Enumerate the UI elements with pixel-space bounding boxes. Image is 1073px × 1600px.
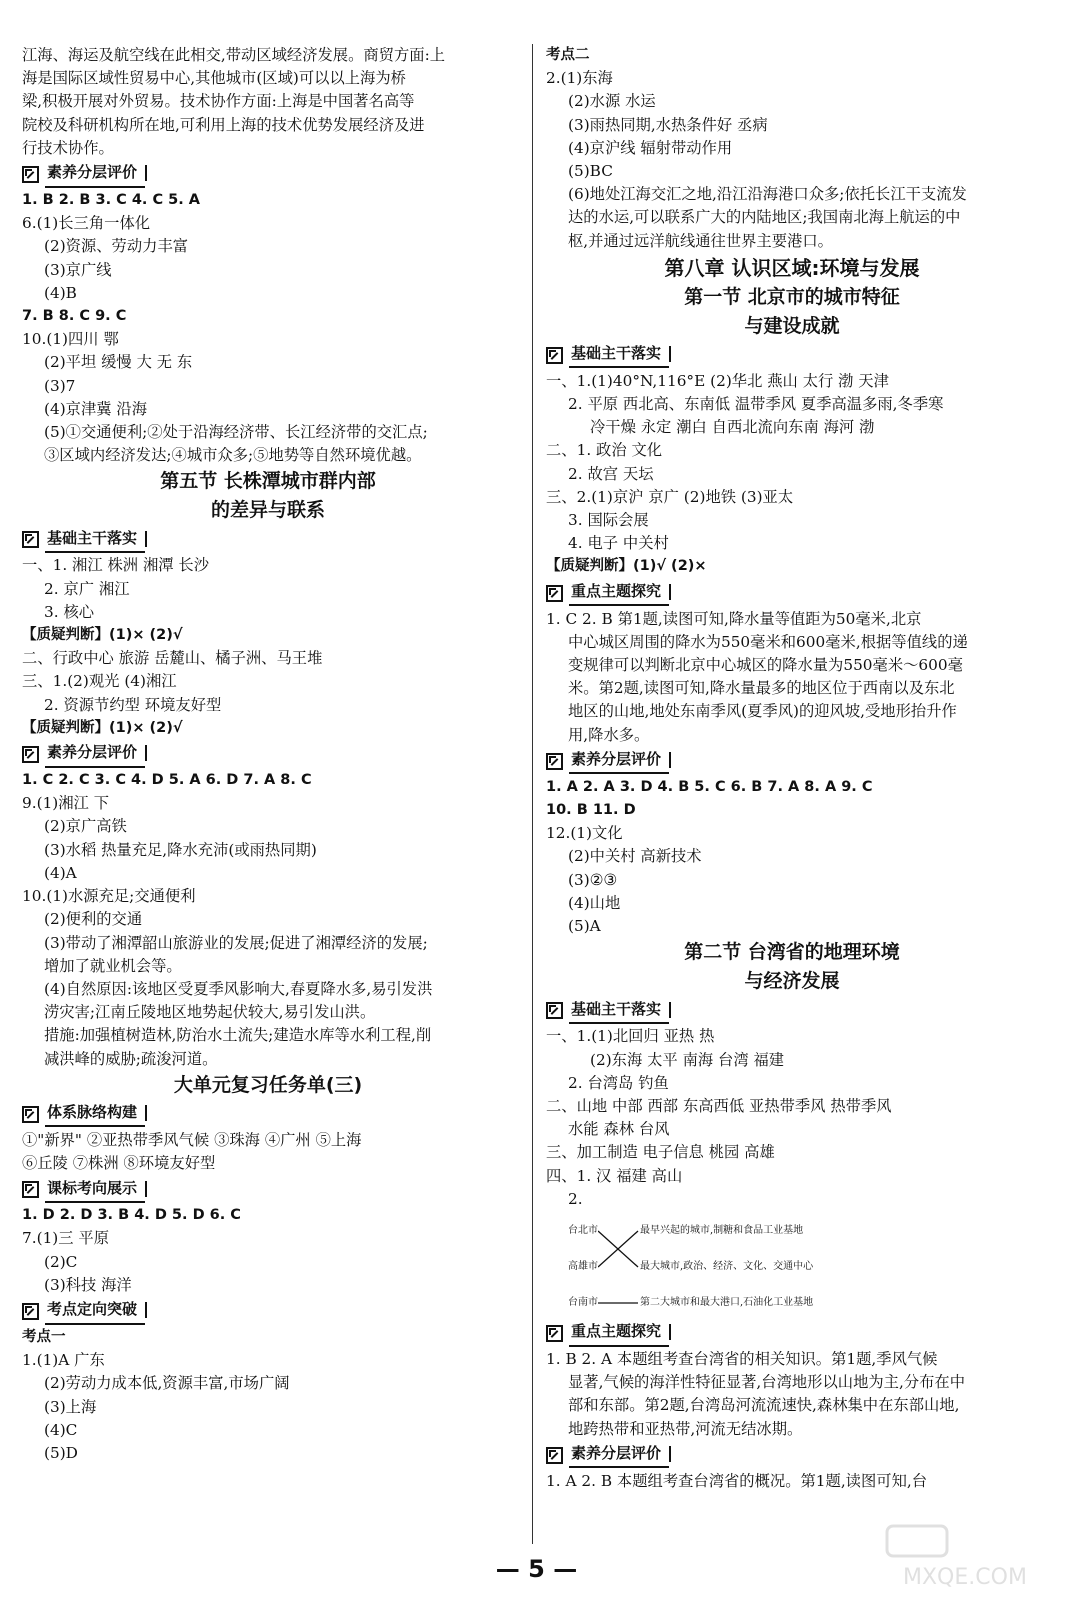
answer-line: (2)便利的交通 <box>44 910 143 929</box>
answer-line: (2)东海 太平 南海 台湾 福建 <box>590 1050 785 1069</box>
answer-line: 措施:加强植树造林,防治水土流失;建造水库等水利工程,削 <box>44 1026 432 1045</box>
section-heading-label: 基础主干落实 <box>45 527 145 553</box>
answer-line: 梁,积极开展对外贸易。技术协作方面:上海是中国著名高等 <box>22 92 415 111</box>
answer-line: 四、1. 汉 福建 高山 <box>546 1166 683 1185</box>
answer-line: (3)7 <box>44 376 76 395</box>
section-title: 与经济发展 <box>744 970 840 993</box>
answer-line: (3)科技 海洋 <box>44 1275 132 1294</box>
section-title: 第五节 长株潭城市群内部 <box>160 470 376 493</box>
answer-line: (4)C <box>44 1420 78 1439</box>
pencil-box-icon <box>22 531 39 548</box>
answer-line: 考点二 <box>546 47 590 63</box>
section-heading-label: 重点主题探究 <box>569 580 669 606</box>
answer-line: 1. A 2. B 本题组考查台湾省的概况。第1题,读图可知,台 <box>546 1471 928 1490</box>
answer-line: 一、1. 湘江 株洲 湘潭 长沙 <box>22 556 210 575</box>
answer-line: 用,降水多。 <box>568 725 650 744</box>
answer-line: 涝灾害;江南丘陵地区地势起伏较大,易引发山洪。 <box>44 1003 376 1022</box>
answer-line: ⑥丘陵 ⑦株洲 ⑧环境友好型 <box>22 1153 216 1172</box>
answer-line: (5)①交通便利;②处于沿海经济带、长江经济带的交汇点; <box>44 423 428 442</box>
answer-line: (4)自然原因:该地区受夏季风影响大,春夏降水多,易引发洪 <box>44 979 433 998</box>
answer-line: 二、山地 中部 西部 东高西低 亚热带季风 热带季风 <box>546 1096 892 1115</box>
answer-line: 二、行政中心 旅游 岳麓山、橘子洲、马王堆 <box>22 649 323 668</box>
section-title: 大单元复习任务单(三) <box>173 1073 363 1096</box>
answer-line: 9.(1)湘江 下 <box>22 794 110 813</box>
answer-line: (5)A <box>568 917 601 936</box>
answer-line: ①"新界" ②亚热带季风气候 ③珠海 ④广州 ⑤上海 <box>22 1130 362 1149</box>
section-title: 的差异与联系 <box>210 499 325 522</box>
column-divider <box>532 44 533 1544</box>
answer-line: (6)地处江海交汇之地,沿江沿海港口众多;依托长江干支流发 <box>568 185 967 204</box>
section-heading <box>546 1443 1038 1468</box>
section-heading <box>546 1321 1038 1346</box>
watermark-logo <box>883 1522 1053 1592</box>
pencil-box-icon <box>546 347 563 364</box>
answer-line: 4. 电子 中关村 <box>568 534 669 553</box>
diagram-city-label: 高雄市 <box>568 1260 598 1272</box>
answer-line: 一、1.(1)40°N,116°E (2)华北 燕山 太行 渤 天津 <box>546 371 889 390</box>
answer-line: (4)山地 <box>568 893 621 912</box>
answer-line: 2.(1)东海 <box>546 69 613 88</box>
answer-line: (4)B <box>44 283 77 302</box>
answer-line: 3. 国际会展 <box>568 511 649 530</box>
right-column <box>546 44 1038 1493</box>
section-title: 与建设成就 <box>744 314 840 337</box>
answer-line: (2)水源 水运 <box>568 92 656 111</box>
pencil-box-icon <box>546 1325 563 1342</box>
answer-line: 减洪峰的威胁;疏浚河道。 <box>44 1049 218 1068</box>
pencil-box-icon <box>22 1303 39 1320</box>
answer-line: 1. C 2. B 第1题,读图可知,降水量等值距为50毫米,北京 <box>546 609 922 628</box>
answer-line: 江海、海运及航空线在此相交,带动区域经济发展。商贸方面:上 <box>22 46 446 64</box>
answer-line: 达的水运,可以联系广大的内陆地区;我国南北海上航运的中 <box>568 208 961 227</box>
section-heading <box>546 581 1038 606</box>
section-title: 第一节 北京市的城市特征 <box>684 285 900 308</box>
answer-line: (3)水稻 热量充足,降水充沛(或雨热同期) <box>44 840 317 859</box>
matching-lines <box>598 1217 640 1317</box>
answer-line: 地跨热带和亚热带,河流无结冰期。 <box>568 1419 803 1438</box>
answer-line: (2)京广高铁 <box>44 817 127 836</box>
answer-line: 2. <box>568 1189 583 1208</box>
answer-line: ③区域内经济发达;④城市众多;⑤地势等自然环境优越。 <box>44 446 422 465</box>
answer-line: (2)C <box>44 1252 78 1271</box>
diagram-description-label: 最大城市,政治、经济、文化、交通中心 <box>640 1260 814 1272</box>
answer-line: (3)雨热同期,水热条件好 丞病 <box>568 115 768 134</box>
pencil-box-icon <box>22 166 39 183</box>
answer-line: 【质疑判断】(1)× (2)√ <box>22 719 183 736</box>
answer-line: 10. B 11. D <box>546 802 636 819</box>
answer-line: (3)带动了湘潭韶山旅游业的发展;促进了湘潭经济的发展; <box>44 933 428 952</box>
answer-line: 枢,并通过远洋航线通往世界主要港口。 <box>568 231 833 250</box>
section-heading-label: 重点主题探究 <box>569 1320 669 1346</box>
section-heading-label: 素养分层评价 <box>569 748 669 774</box>
answer-line: 10.(1)水源充足;交通便利 <box>22 887 196 906</box>
pencil-box-icon <box>22 1181 39 1198</box>
answer-line: 2. 资源节约型 环境友好型 <box>44 695 222 714</box>
diagram-city-label: 台南市 <box>568 1296 598 1308</box>
answer-line: 3. 核心 <box>44 602 95 621</box>
pencil-box-icon <box>546 753 563 770</box>
answer-line: (4)A <box>44 863 77 882</box>
answer-line: 部和东部。第2题,台湾岛河流流速快,森林集中在东部山地, <box>568 1396 960 1415</box>
section-heading <box>22 1177 514 1202</box>
answer-line: 2. 台湾岛 钓鱼 <box>568 1073 669 1092</box>
section-heading <box>546 998 1038 1023</box>
answer-line: 增加了就业机会等。 <box>44 956 182 975</box>
answer-line: 一、1.(1)北回归 亚热 热 <box>546 1027 715 1046</box>
answer-line: 7. B 8. C 9. C <box>22 308 127 325</box>
answer-line: 米。第2题,读图可知,降水量最多的地区位于西南以及东北 <box>568 679 955 698</box>
answer-line: 海是国际区域性贸易中心,其他城市(区域)可以以上海为桥 <box>22 69 406 88</box>
answer-line: 6.(1)长三角一体化 <box>22 214 151 233</box>
answer-line: (4)京津冀 沿海 <box>44 399 148 418</box>
section-heading-label: 素养分层评价 <box>45 161 145 187</box>
answer-line: 二、1. 政治 文化 <box>546 441 663 460</box>
section-heading-label: 课标考向展示 <box>45 1177 145 1203</box>
answer-line: 【质疑判断】(1)√ (2)× <box>546 558 707 575</box>
answer-line: 变规律可以判断北京中心城区的降水量为550毫米～600毫 <box>568 656 963 675</box>
answer-line: 1. D 2. D 3. B 4. D 5. D 6. C <box>22 1207 241 1224</box>
answer-line: 考点一 <box>22 1328 66 1345</box>
section-heading <box>22 742 514 767</box>
answer-line: (2)平坦 缓慢 大 无 东 <box>44 353 193 372</box>
answer-line: 冷干燥 永定 潮白 自西北流向东南 海河 渤 <box>590 418 875 437</box>
pencil-box-icon <box>546 585 563 602</box>
section-heading-label: 素养分层评价 <box>45 741 145 767</box>
section-heading-label: 素养分层评价 <box>569 1442 669 1468</box>
answer-line: 院校及科研机构所在地,可利用上海的技术优势发展经济及进 <box>22 115 425 134</box>
answer-line: (2)资源、劳动力丰富 <box>44 237 189 256</box>
answer-line: 三、1.(2)观光 (4)湘江 <box>22 672 177 691</box>
section-heading <box>22 162 514 187</box>
answer-line: 显著,气候的海洋性特征显著,台湾地形以山地为主,分布在中 <box>568 1373 966 1392</box>
answer-line: (3)上海 <box>44 1397 97 1416</box>
section-title: 第八章 认识区域:环境与发展 <box>664 255 920 280</box>
answer-line: 地区的山地,地处东南季风(夏季风)的迎风坡,受地形抬升作 <box>568 702 957 721</box>
section-heading-label: 基础主干落实 <box>569 342 669 368</box>
answer-line: (2)劳动力成本低,资源丰富,市场广阔 <box>44 1374 290 1393</box>
diagram-city-label: 台北市 <box>568 1224 598 1236</box>
answer-line: 1. B 2. B 3. C 4. C 5. A <box>22 192 201 209</box>
answer-line: (3)京广线 <box>44 260 112 279</box>
answer-line: 12.(1)文化 <box>546 824 623 843</box>
answer-line: 【质疑判断】(1)× (2)√ <box>22 627 183 644</box>
pencil-box-icon <box>22 1106 39 1123</box>
answer-line: 行技术协作。 <box>22 138 114 157</box>
answer-line: 2. 故宫 天坛 <box>568 464 654 483</box>
section-heading <box>22 1102 514 1127</box>
section-heading-label: 体系脉络构建 <box>45 1101 145 1127</box>
section-heading <box>546 749 1038 774</box>
answer-line: 三、2.(1)京沪 京广 (2)地铁 (3)亚太 <box>546 487 794 506</box>
diagram-description-label: 第二大城市和最大港口,石油化工业基地 <box>640 1296 814 1308</box>
answer-line: (4)京沪线 辐射带动作用 <box>568 138 733 157</box>
answer-line: (5)D <box>44 1443 78 1462</box>
svg-text:MXQE.COM: MXQE.COM <box>903 1565 1027 1590</box>
pencil-box-icon <box>22 746 39 763</box>
section-heading <box>22 1299 514 1324</box>
answer-line: (3)②③ <box>568 870 618 889</box>
section-heading <box>546 343 1038 368</box>
answer-line: 水能 森林 台风 <box>568 1120 670 1139</box>
answer-line: 1. C 2. C 3. C 4. D 5. A 6. D 7. A 8. C <box>22 772 312 789</box>
pencil-box-icon <box>546 1447 563 1464</box>
section-heading <box>22 527 514 552</box>
answer-line: 2. 平原 西北高、东南低 温带季风 夏季高温多雨,冬季寒 <box>568 395 944 414</box>
matching-diagram <box>546 1217 966 1317</box>
answer-line: (5)BC <box>568 162 613 181</box>
diagram-description-label: 最早兴起的城市,制糖和食品工业基地 <box>640 1224 804 1236</box>
answer-line: 10.(1)四川 鄂 <box>22 330 119 349</box>
section-heading-label: 基础主干落实 <box>569 998 669 1024</box>
answer-line: (2)中关村 高新技术 <box>568 847 702 866</box>
section-title: 第二节 台湾省的地理环境 <box>684 941 900 964</box>
pencil-box-icon <box>546 1002 563 1019</box>
answer-line: 2. 京广 湘江 <box>44 579 130 598</box>
left-column <box>22 44 514 1465</box>
answer-line: 中心城区周围的降水为550毫米和600毫米,根据等值线的递 <box>568 632 968 651</box>
answer-line: 1. A 2. A 3. D 4. B 5. C 6. B 7. A 8. A 9. C <box>546 778 873 795</box>
section-heading-label: 考点定向突破 <box>45 1298 145 1324</box>
answer-line: 三、加工制造 电子信息 桃园 高雄 <box>546 1143 775 1162</box>
answer-line: 7.(1)三 平原 <box>22 1229 110 1248</box>
answer-line: 1.(1)A 广东 <box>22 1351 105 1370</box>
page-number: — 5 — <box>495 1555 578 1583</box>
answer-line: 1. B 2. A 本题组考查台湾省的相关知识。第1题,季风气候 <box>546 1349 938 1368</box>
